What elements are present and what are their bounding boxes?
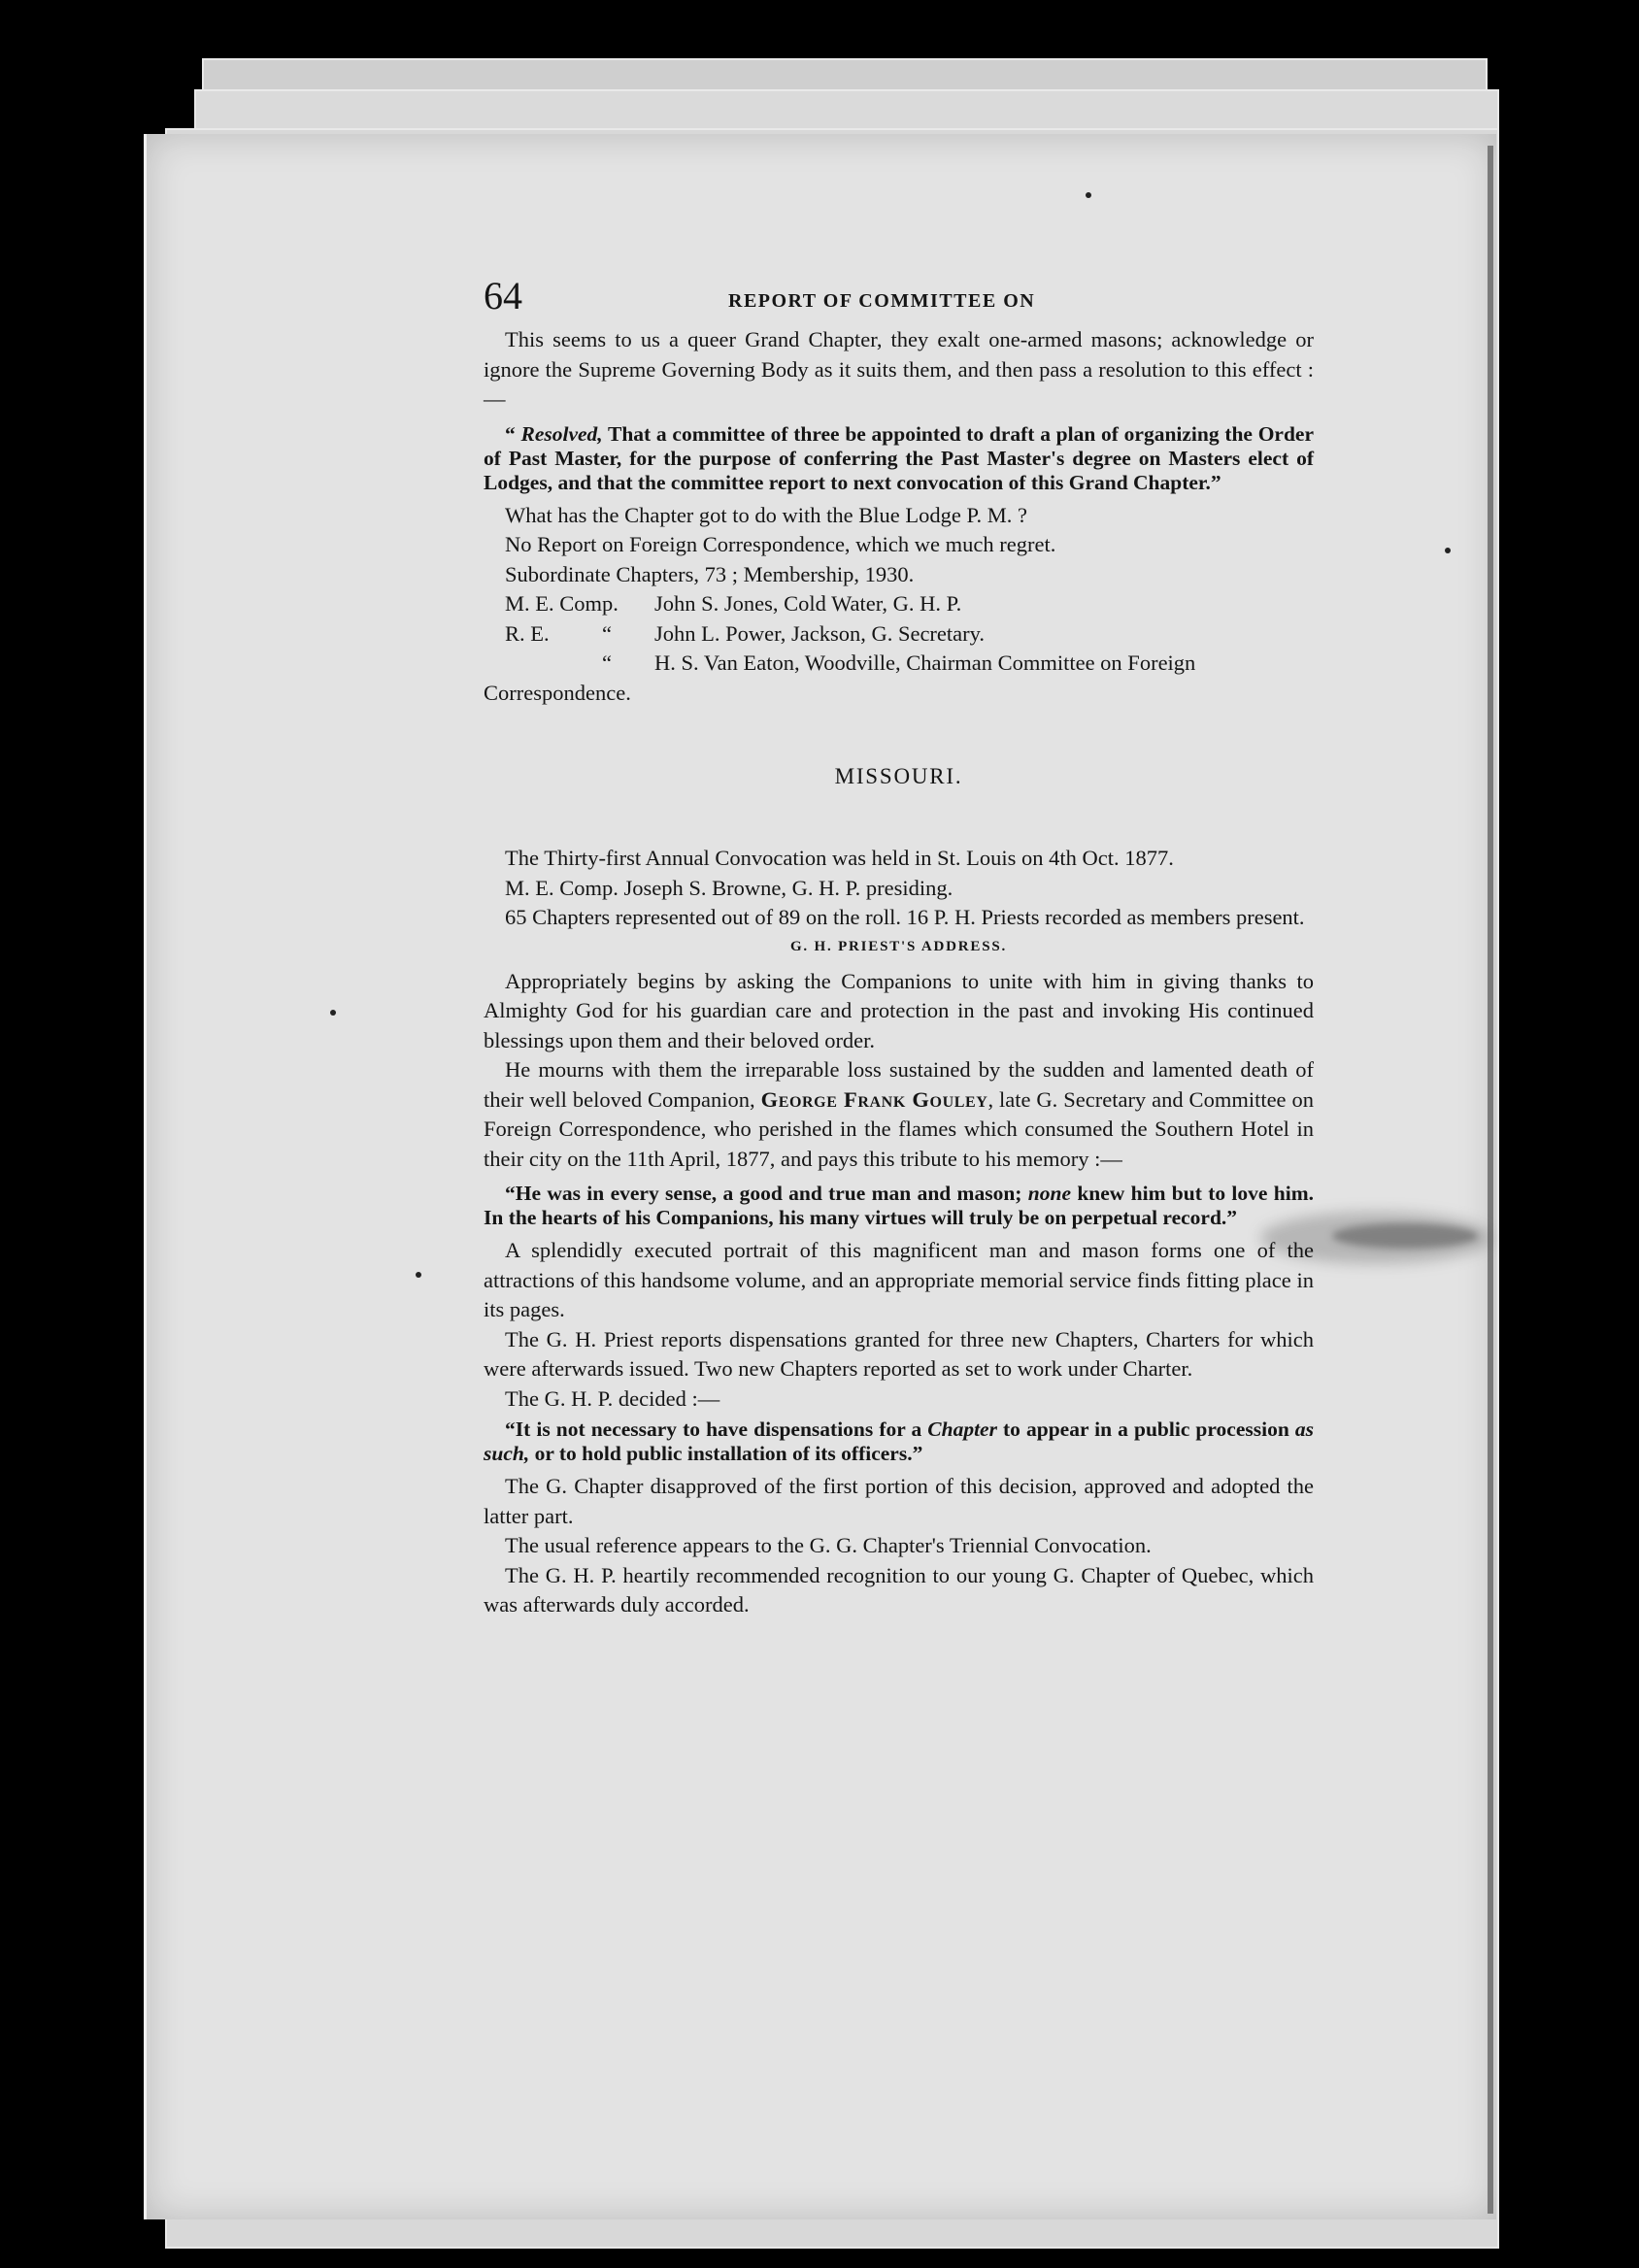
ink-smudge <box>1332 1223 1478 1249</box>
no-report-line: No Report on Foreign Correspondence, which we much regret. <box>505 532 1056 556</box>
ditto-mark: “ <box>602 620 612 646</box>
body-paragraph: The usual reference appears to the G. G. Chapter's Triennial Convocation. <box>505 1533 1152 1557</box>
body-paragraph: The G. Chapter disapproved of the first portion of this decision, approved and adopted the latter part. <box>484 1474 1314 1528</box>
text-run: knew him but to love him. In the hearts of his Companions, his many virtues will truly be on perpetual record.” <box>484 1182 1314 1229</box>
text-run: or to hold public installation of its officers.” <box>529 1442 923 1465</box>
text-run: to appear in a public procession <box>996 1418 1295 1441</box>
italic-word: Chapter <box>927 1418 997 1441</box>
body-paragraph <box>484 1055 1314 1174</box>
dust-speck <box>416 1272 421 1278</box>
officer-row <box>484 589 1314 619</box>
companion-name: George Frank Gouley <box>760 1086 988 1112</box>
italic-word: as such, <box>484 1418 1314 1465</box>
officer-text: H. S. Van Eaton, Woodville, Chairman Committee on Foreign <box>654 650 1196 675</box>
section-title-missouri: MISSOURI. <box>834 764 963 788</box>
text-run: “He was in every sense, a good and true man and mason; <box>505 1182 1028 1205</box>
page-content <box>484 274 1315 1620</box>
dust-speck <box>1445 548 1451 553</box>
running-head <box>484 274 1314 325</box>
resolution-quote: “ Resolved, That a committee of three be appointed to draft a plan of organizing the Order of Past Master, for the purpose of conferring the Past Master's degree on Masters elect of Lodges, and that the committee report to next convocation of this Grand Chapter.” <box>484 421 1315 494</box>
convocation-line: The Thirty-first Annual Convocation was held in St. Louis on 4th Oct. 1877. <box>505 846 1174 870</box>
text-run: He mourns with them the irreparable loss sustained by the sudden and lamented death of their well beloved Companion, <box>484 1057 1314 1112</box>
body-paragraph: The G. H. Priest reports dispensations granted for three new Chapters, Charters for which were afterwards issued. Two new Chapters reported as set to work under Charter. <box>484 1326 1314 1381</box>
resolution-italic: Resolved, <box>520 421 603 446</box>
body-paragraph: Appropriately begins by asking the Companions to unite with him in giving thanks to Almighty God for his guardian care and protection in the past and invoking His continued blessings upon them and their beloved order. <box>484 968 1314 1052</box>
body-paragraph: A splendidly executed portrait of this magnificent man and mason forms one of the attractions of this handsome volume, and an appropriate memorial service finds fitting place in its pages. <box>484 1238 1314 1321</box>
page-edge-shadow <box>1488 146 1493 2214</box>
tribute-quote <box>484 1182 1314 1230</box>
representation-line: 65 Chapters represented out of 89 on the roll. 16 P. H. Priests recorded as members present. <box>505 905 1305 929</box>
body-paragraph: This seems to us a queer Grand Chapter, they exalt one-armed masons; acknowledge or ignore the Supreme Governing Body as it suits them, and then pass a resolution to this effect :— <box>484 327 1314 411</box>
statistics-line: Subordinate Chapters, 73 ; Membership, 1930. <box>505 561 915 586</box>
running-title: REPORT OF COMMITTEE ON <box>728 290 1036 312</box>
question-line: What has the Chapter got to do with the Blue Lodge P. M. ? <box>505 502 1028 527</box>
dust-speck <box>330 1010 336 1016</box>
body-paragraph: The G. H. P. heartily recommended recognition to our young G. Chapter of Quebec, which was afterwards duly accorded. <box>484 1562 1314 1617</box>
officer-continuation: Correspondence. <box>484 680 631 705</box>
presiding-line: M. E. Comp. Joseph S. Browne, G. H. P. presiding. <box>505 875 953 900</box>
officer-row <box>484 649 1314 679</box>
officer-role: R. E. <box>505 620 550 646</box>
resolution-text: That a committee of three be appointed to draft a plan of organizing the Order of Past Master, for the purpose of conferring the Past Master's degree on Masters elect of Lodges, and that the committee report to next convocation of this Grand Chapter.” <box>484 421 1315 494</box>
text-run: “It is not necessary to have dispensations for a <box>505 1418 928 1441</box>
ditto-mark: “ <box>602 650 612 675</box>
ruling-quote <box>484 1418 1314 1466</box>
officer-text: John L. Power, Jackson, G. Secretary. <box>654 620 986 646</box>
officer-text: John S. Jones, Cold Water, G. H. P. <box>654 591 962 616</box>
italic-word: none <box>1027 1182 1071 1205</box>
officer-role: M. E. Comp. <box>505 591 619 616</box>
address-subheading: G. H. PRIEST'S ADDRESS. <box>789 938 1008 954</box>
officer-row <box>484 619 1314 650</box>
body-paragraph: The G. H. P. decided :— <box>505 1385 720 1411</box>
page-number: 64 <box>484 274 522 317</box>
dust-speck <box>1086 192 1091 198</box>
text-run: , late G. Secretary and Committee on Foreign Correspondence, who perished in the flames which consumed the Southern Hotel in their city on the 11th April, 1877, and pays this tribute to his memory :— <box>484 1086 1314 1171</box>
